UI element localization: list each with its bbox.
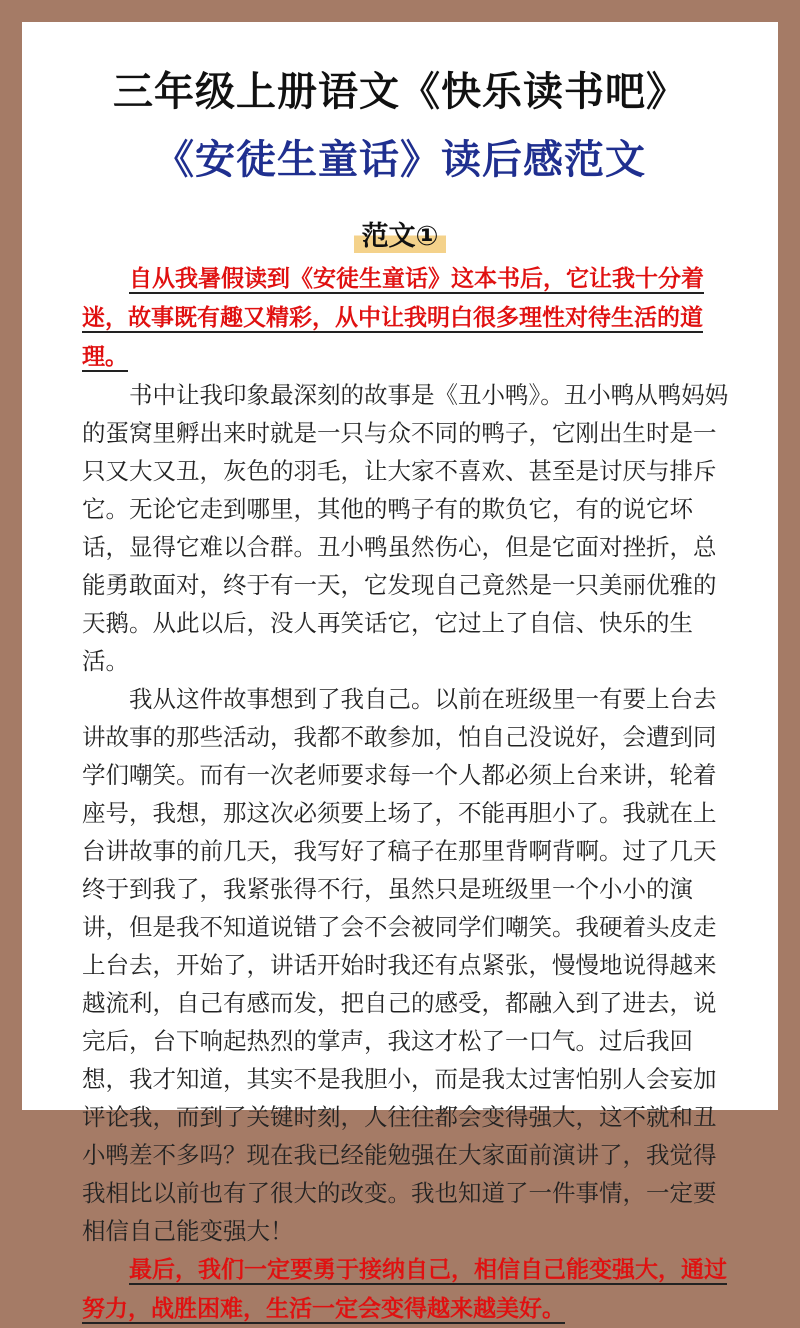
section-heading	[22, 214, 778, 253]
section-label: 范文①	[354, 214, 447, 253]
essay-body	[82, 259, 736, 1328]
title-line-1: 三年级上册语文《快乐读书吧》	[113, 69, 687, 115]
paragraph-story: 书中让我印象最深刻的故事是《丑小鸭》。丑小鸭从鸭妈妈的蛋窝里孵出来时就是一只与众不同的鸭子，它刚出生时是一只又大又丑，灰色的羽毛，让大家不喜欢、甚至是讨厌与排斥它。无论它走到哪里，其他的鸭子有的欺负它，有的说它坏话，显得它难以合群。丑小鸭虽然伤心，但是它面对挫折，总能勇敢面对，终于有一天，它发现自己竟然是一只美丽优雅的天鹅。从此以后，没人再笑话它，它过上了自信、快乐的生活。	[82, 381, 729, 675]
paragraph-conclusion	[82, 1250, 736, 1328]
document-page	[22, 22, 778, 1322]
paragraph-intro	[82, 259, 736, 376]
paragraph-reflection: 我从这件故事想到了我自己。以前在班级里一有要上台去讲故事的那些活动，我都不敢参加，怕自己没说好，会遭到同学们嘲笑。而有一次老师要求每一个人都必须上台来讲，轮着座号，我想，那这次必须要上场了，不能再胆小了。我就在上台讲故事的前几天，我写好了稿子在那里背啊背啊。过了几天终于到我了，我紧张得不行，虽然只是班级里一个小小的演讲，但是我不知道说错了会不会被同学们嘲笑。我硬着头皮走上台去，开始了，讲话开始时我还有点紧张，慢慢地说得越来越流利，自己有感而发，把自己的感受，都融入到了进去，说完后，台下响起热烈的掌声，我这才松了一口气。过后我回想，我才知道，其实不是我胆小，而是我太过害怕别人会妄加评论我，而到了关键时刻，人往往都会变得强大，这不就和丑小鸭差不多吗？现在我已经能勉强在大家面前演讲了，我觉得我相比以前也有了很大的改变。我也知道了一件事情，一定要相信自己能变强大！	[82, 685, 717, 1245]
paragraph-intro-text: 自从我暑假读到《安徒生童话》这本书后，它让我十分着迷，故事既有趣又精彩，从中让我明白很多理性对待生活的道理。	[82, 266, 704, 370]
title-line-2: 《安徒生童话》读后感范文	[154, 137, 646, 183]
paragraph-conclusion-text: 最后，我们一定要勇于接纳自己，相信自己能变强大，通过努力，战胜困难，生活一定会变得越来越美好。	[82, 1257, 727, 1322]
